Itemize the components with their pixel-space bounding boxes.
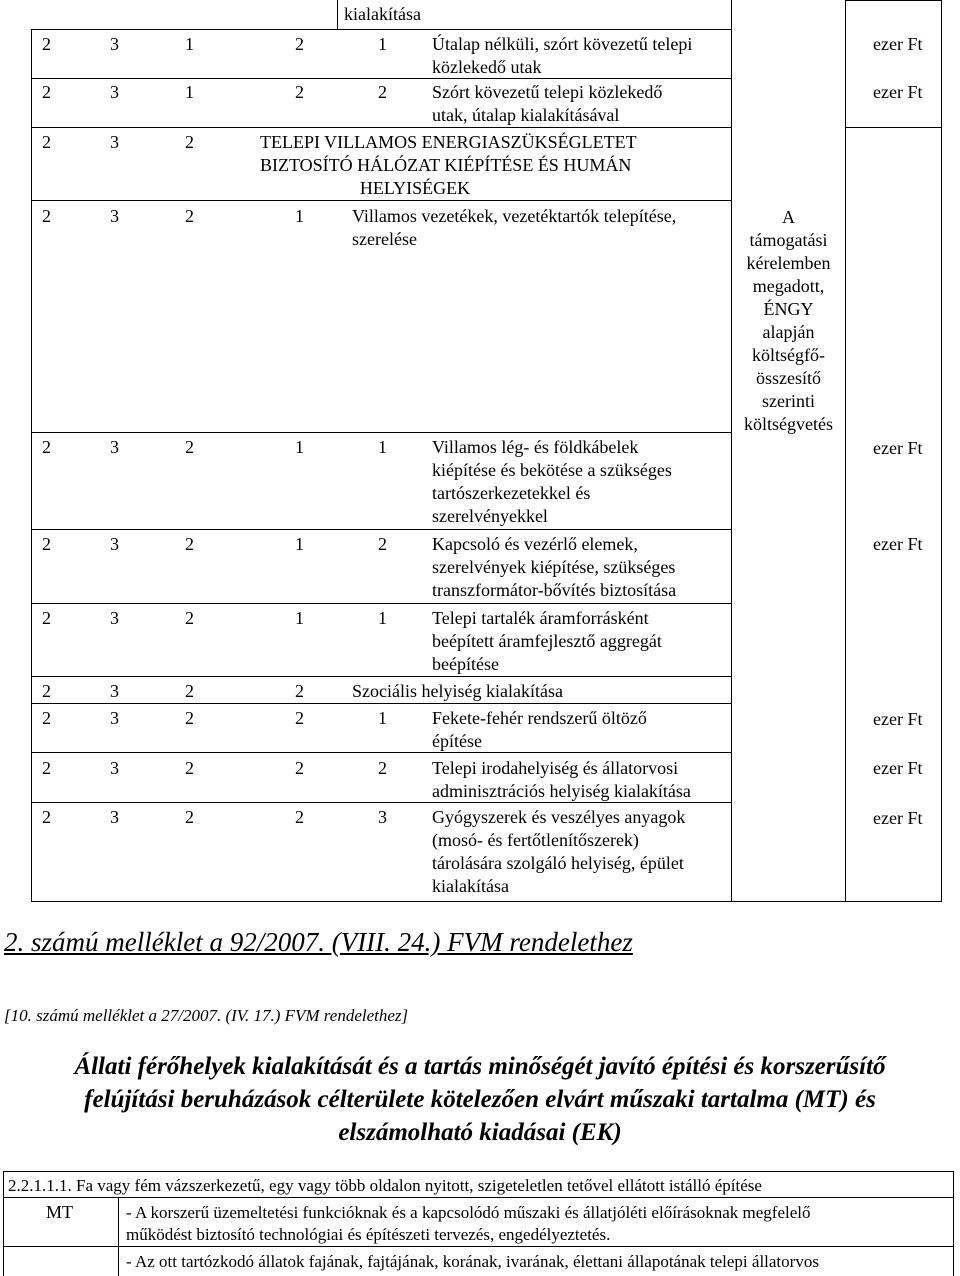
code-digit: 2 — [378, 82, 387, 102]
row-description: BIZTOSÍTÓ HÁLÓZAT KIÉPÍTÉSE ÉS HUMÁN — [260, 155, 632, 175]
code-digit: 3 — [110, 708, 119, 728]
code-digit: 2 — [185, 758, 194, 778]
row-description: építése — [432, 731, 482, 751]
code-digit: 1 — [295, 608, 304, 628]
unit-label: ezer Ft — [873, 534, 923, 554]
code-digit: 2 — [42, 206, 51, 226]
budget-note-line: A — [782, 207, 795, 227]
budget-note-line: költségvetés — [744, 414, 833, 434]
row-description: szerelvények kiépítése, szükséges — [432, 557, 676, 577]
budget-note-line: költségfő- — [752, 345, 825, 365]
row-description: Villamos vezetékek, vezetéktartók telepítése, — [352, 206, 677, 226]
code-digit: 2 — [295, 681, 304, 701]
budget-note-line: megadott, — [752, 276, 825, 296]
row-description: TELEPI VILLAMOS ENERGIASZÜKSÉGLETET — [260, 132, 637, 152]
main-title-line: Állati férőhelyek kialakítását és a tartás minőségét javító építési és korszerűsítő — [74, 1053, 886, 1080]
code-digit: 2 — [378, 534, 387, 554]
budget-note-line: összesítő — [756, 368, 821, 388]
budget-note-line: ÉNGY — [763, 299, 814, 319]
row-description: Szociális helyiség kialakítása — [352, 681, 563, 701]
row-description: beépített áramfejlesztő aggregát — [432, 631, 662, 651]
code-digit: 2 — [185, 708, 194, 728]
row-description: közlekedő utak — [432, 57, 542, 77]
code-digit: 2 — [42, 534, 51, 554]
row-description: kialakítása — [432, 876, 509, 896]
code-digit: 2 — [42, 608, 51, 628]
code-digit: 2 — [185, 608, 194, 628]
row-description: Útalap nélküli, szórt kövezetű telepi — [432, 34, 693, 54]
row-description: Telepi irodahelyiség és állatorvosi — [432, 758, 679, 778]
mt-table-header: 2.2.1.1.1. Fa vagy fém vázszerkezetű, egy vagy több oldalon nyitott, szigeteletlen tetővel ellátott istálló építése — [8, 1176, 762, 1195]
code-digit: 2 — [185, 807, 194, 827]
code-digit: 1 — [295, 534, 304, 554]
row-description: utak, útalap kialakításával — [432, 105, 620, 125]
code-digit: 3 — [110, 758, 119, 778]
code-digit: 3 — [110, 534, 119, 554]
code-digit: 3 — [110, 82, 119, 102]
code-digit: 2 — [295, 34, 304, 54]
code-digit: 3 — [378, 807, 387, 827]
mt-item: - A korszerű üzemeltetési funkcióknak és a kapcsolódó műszaki és állatjóléti előírásoknak megfelelő — [126, 1203, 811, 1222]
code-digit: 2 — [42, 437, 51, 457]
mt-item: működést biztosító technológiai és építészeti tervezés, engedélyeztetés. — [126, 1225, 611, 1244]
unit-label: ezer Ft — [873, 438, 923, 458]
code-digit: 3 — [110, 807, 119, 827]
unit-label: ezer Ft — [873, 808, 923, 828]
code-digit: 1 — [295, 437, 304, 457]
code-digit: 1 — [185, 82, 194, 102]
row-description: szerelvényekkel — [432, 506, 548, 526]
row-description: (mosó- és fertőtlenítőszerek) — [432, 830, 639, 850]
code-digit: 1 — [378, 437, 387, 457]
row-description: szerelése — [352, 229, 417, 249]
code-digit: 1 — [295, 206, 304, 226]
budget-note-line: alapján — [762, 322, 815, 342]
row-description: Kapcsoló és vezérlő elemek, — [432, 534, 638, 554]
row-description: adminisztrációs helyiség kialakítása — [432, 781, 691, 801]
main-title-line: elszámolható kiadásai (EK) — [338, 1119, 622, 1146]
code-digit: 3 — [110, 681, 119, 701]
code-digit: 3 — [110, 206, 119, 226]
code-digit: 2 — [42, 807, 51, 827]
code-digit: 1 — [378, 34, 387, 54]
code-digit: 2 — [185, 681, 194, 701]
unit-label: ezer Ft — [873, 82, 923, 102]
code-digit: 1 — [185, 34, 194, 54]
annex-title: 2. számú melléklet a 92/2007. (VIII. 24.) FVM rendelethez — [4, 927, 633, 957]
code-digit: 2 — [42, 82, 51, 102]
row-description: tartószerkezetekkel és — [432, 483, 591, 503]
code-digit: 2 — [185, 206, 194, 226]
unit-label: ezer Ft — [873, 758, 923, 778]
code-digit: 2 — [42, 132, 51, 152]
code-digit: 3 — [110, 608, 119, 628]
code-digit: 2 — [185, 437, 194, 457]
code-digit: 2 — [295, 708, 304, 728]
row-description: HELYISÉGEK — [359, 178, 471, 198]
code-digit: 1 — [378, 608, 387, 628]
code-digit: 1 — [378, 708, 387, 728]
annex-reference: [10. számú melléklet a 27/2007. (IV. 17.) FVM rendelethez] — [4, 1006, 409, 1025]
code-digit: 3 — [110, 437, 119, 457]
row-description: Telepi tartalék áramforrásként — [432, 608, 649, 628]
budget-note-line: kérelemben — [746, 253, 831, 273]
row-description: Gyógyszerek és veszélyes anyagok — [432, 807, 686, 827]
code-digit: 3 — [110, 34, 119, 54]
row-description: tárolására szolgáló helyiség, épület — [432, 853, 684, 873]
mt-item: - Az ott tartózkodó állatok fajának, fajtájának, korának, ivarának, élettani állapotának telepi állatorvos — [126, 1252, 819, 1271]
code-digit: 2 — [295, 758, 304, 778]
main-title-line: felújítási beruházások célterülete kötelezően elvárt műszaki tartalma (MT) és — [84, 1086, 876, 1113]
row-description: Szórt kövezetű telepi közlekedő — [432, 82, 663, 102]
row-description: Fekete-fehér rendszerű öltöző — [432, 708, 647, 728]
row-description: kiépítése és bekötése a szükséges — [432, 460, 672, 480]
code-digit: 3 — [110, 132, 119, 152]
code-digit: 2 — [42, 758, 51, 778]
row-description: transzformátor-bővítés biztosítása — [432, 580, 677, 600]
code-digit: 2 — [42, 708, 51, 728]
unit-label: ezer Ft — [873, 34, 923, 54]
code-digit: 2 — [42, 681, 51, 701]
code-digit: 2 — [295, 82, 304, 102]
code-digit: 2 — [295, 807, 304, 827]
unit-label: ezer Ft — [873, 709, 923, 729]
code-digit: 2 — [42, 34, 51, 54]
code-digit: 2 — [185, 132, 194, 152]
mt-label: MT — [46, 1202, 73, 1222]
table-top-label: kialakítása — [344, 4, 421, 24]
row-description: beépítése — [432, 654, 499, 674]
budget-note-line: szerinti — [762, 391, 815, 411]
code-digit: 2 — [378, 758, 387, 778]
row-description: Villamos lég- és földkábelek — [432, 437, 639, 457]
budget-note-line: támogatási — [749, 230, 828, 250]
code-digit: 2 — [185, 534, 194, 554]
